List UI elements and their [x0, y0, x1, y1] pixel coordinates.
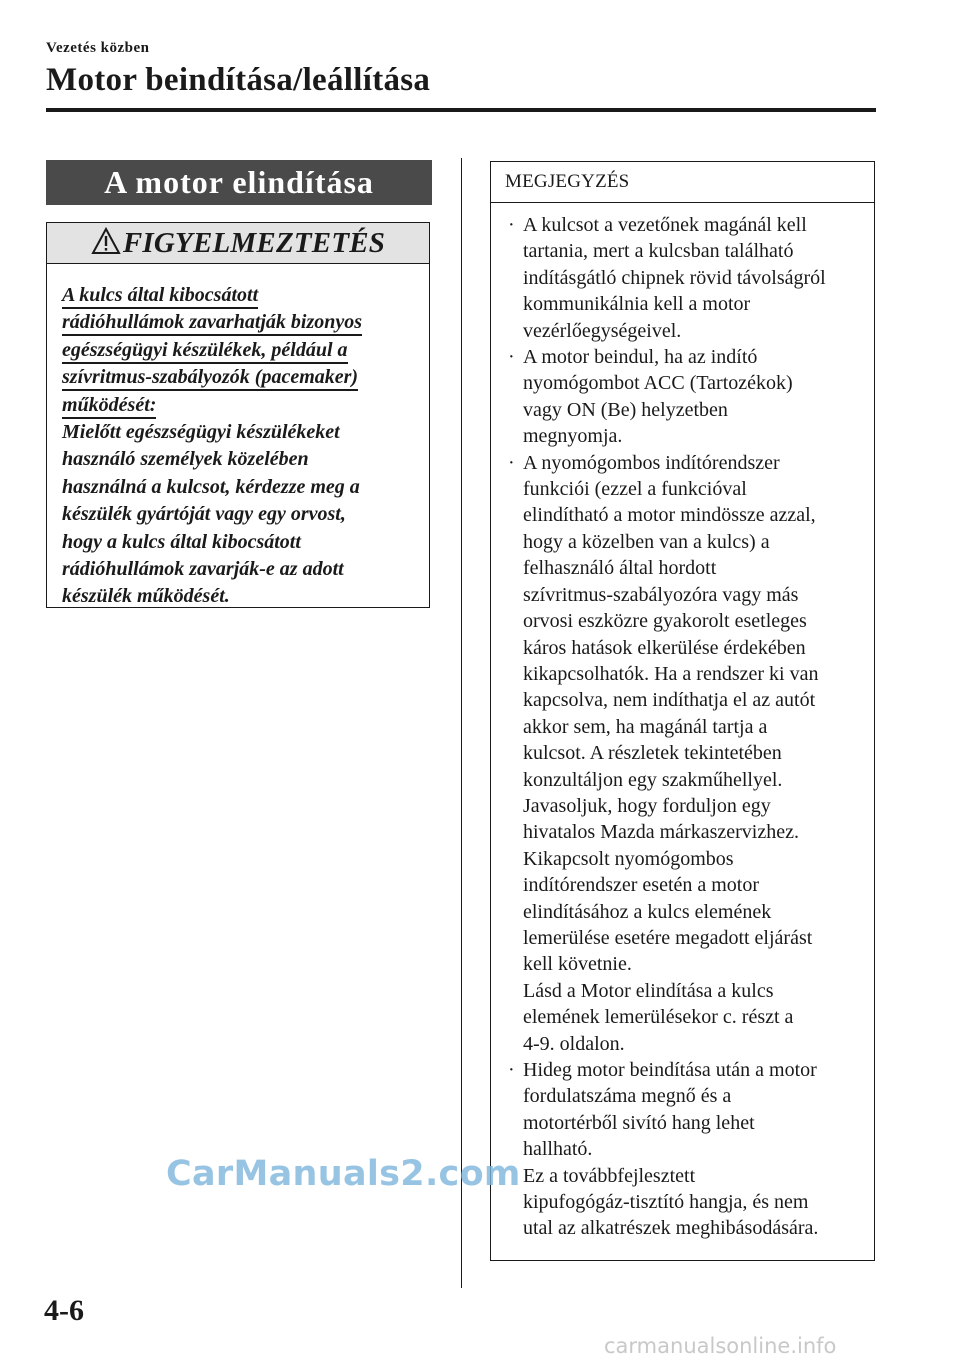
- bullet-icon: ·: [508, 346, 515, 369]
- note-paragraph: [523, 212, 864, 344]
- note-line: hogy a közelben van a kulcs) a: [523, 530, 770, 553]
- watermark: CarManuals2.com: [166, 1154, 521, 1194]
- note-line: 4-9. oldalon.: [523, 1032, 625, 1055]
- note-list-item: [508, 450, 864, 1057]
- note-box: [490, 161, 875, 1261]
- note-line: lemerülése esetére megadott eljárást: [523, 926, 813, 949]
- column-divider: [461, 158, 462, 1288]
- note-list-item: [508, 344, 864, 450]
- note-header: MEGJEGYZÉS: [491, 162, 874, 203]
- note-line: funkciói (ezzel a funkcióval: [523, 478, 747, 501]
- note-paragraph: [523, 344, 864, 450]
- note-line: konzultáljon egy szakműhellyel.: [523, 768, 783, 791]
- note-list-item: [508, 212, 864, 344]
- warning-body-text: [62, 419, 415, 611]
- note-paragraph: [523, 450, 864, 978]
- warning-header: [47, 223, 429, 264]
- bullet-icon: ·: [508, 451, 515, 474]
- note-paragraph: [523, 1057, 864, 1163]
- warning-underlined-line: szívritmus-szabályozók (pacemaker): [62, 366, 358, 391]
- warning-body-line: használná a kulcsot, kérdezze meg a: [62, 475, 360, 498]
- note-paragraph: [523, 978, 864, 1057]
- note-line: motortérből sivító hang lehet: [523, 1111, 755, 1134]
- note-line: kell követnie.: [523, 953, 632, 976]
- note-paragraph: [523, 1163, 864, 1242]
- note-line: hivatalos Mazda márkaszervizhez.: [523, 821, 799, 844]
- note-list-item: [508, 1057, 864, 1242]
- warning-body-line: használó személyek közelében: [62, 448, 309, 471]
- note-line: megnyomja.: [523, 425, 623, 448]
- warning-body: [47, 264, 429, 611]
- warning-body-line: hogy a kulcs által kibocsátott: [62, 530, 301, 553]
- warning-body-line: rádióhullámok zavarják-e az adott: [62, 558, 344, 581]
- page-title: Motor beindítása/leállítása: [46, 62, 431, 98]
- note-line: A motor beindul, ha az indító: [523, 346, 758, 369]
- note-line: elindítható a motor mindössze azzal,: [523, 504, 816, 527]
- warning-underlined-line: rádióhullámok zavarhatják bizonyos: [62, 311, 362, 336]
- warning-underlined-line: működését:: [62, 394, 156, 419]
- footer-watermark: carmanualsonline.info: [604, 1334, 837, 1358]
- section-heading: A motor elindítása: [46, 160, 432, 205]
- note-line: A kulcsot a vezetőnek magánál kell: [523, 214, 807, 236]
- warning-box: [46, 222, 430, 608]
- warning-triangle-icon: [91, 227, 121, 260]
- note-line: Hideg motor beindítása után a motor: [523, 1059, 817, 1081]
- bullet-icon: ·: [508, 214, 515, 236]
- note-line: orvosi eszközre gyakorolt esetleges: [523, 610, 807, 633]
- note-list: [491, 203, 874, 1242]
- note-line: Ez a továbbfejlesztett: [523, 1164, 696, 1187]
- note-line: szívritmus-szabályozóra vagy más: [523, 583, 799, 606]
- note-line: indítórendszer esetén a motor: [523, 874, 760, 897]
- note-line: vezérlőegységeivel.: [523, 319, 682, 342]
- bullet-icon: ·: [508, 1059, 515, 1081]
- warning-title: FIGYELMEZTETÉS: [122, 226, 386, 259]
- note-line: Kikapcsolt nyomógombos: [523, 847, 734, 870]
- note-line: kulcsot. A részletek tekintetében: [523, 742, 782, 765]
- warning-underlined-text: [62, 282, 415, 419]
- note-line: A nyomógombos indítórendszer: [523, 451, 780, 474]
- note-line: tartania, mert a kulcsban található: [523, 240, 794, 263]
- note-line: Lásd a Motor elindítása a kulcs: [523, 979, 774, 1002]
- warning-underlined-line: A kulcs által kibocsátott: [62, 284, 258, 309]
- note-line: vagy ON (Be) helyzetben: [523, 398, 728, 421]
- note-line: akkor sem, ha magánál tartja a: [523, 715, 768, 738]
- note-line: kommunikálnia kell a motor: [523, 293, 751, 316]
- note-line: Javasoljuk, hogy forduljon egy: [523, 794, 771, 817]
- note-line: elindításához a kulcs elemének: [523, 900, 772, 923]
- note-line: káros hatások elkerülése érdekében: [523, 636, 806, 659]
- title-rule: [46, 108, 876, 112]
- section-label: Vezetés közben: [46, 40, 150, 56]
- warning-underlined-line: egészségügyi készülékek, például a: [62, 339, 348, 364]
- note-line: nyomógombot ACC (Tartozékok): [523, 372, 793, 395]
- page-number: 4-6: [44, 1294, 84, 1327]
- note-line: kapcsolva, nem indíthatja el az autót: [523, 689, 816, 712]
- note-line: utal az alkatrészek meghibásodására.: [523, 1217, 819, 1240]
- warning-body-line: készülék gyártóját vagy egy orvost,: [62, 503, 346, 526]
- note-line: kikapcsolhatók. Ha a rendszer ki van: [523, 662, 819, 685]
- note-line: hallható.: [523, 1138, 593, 1161]
- note-line: fordulatszáma megnő és a: [523, 1085, 732, 1108]
- note-line: kipufogógáz-tisztító hangja, és nem: [523, 1191, 809, 1214]
- warning-body-line: Mielőtt egészségügyi készülékeket: [62, 421, 340, 444]
- warning-body-line: készülék működését.: [62, 585, 230, 608]
- note-line: elemének lemerülésekor c. részt a: [523, 1006, 794, 1029]
- note-line: felhasználó által hordott: [523, 557, 717, 580]
- note-line: indításgátló chipnek rövid távolságról: [523, 266, 826, 289]
